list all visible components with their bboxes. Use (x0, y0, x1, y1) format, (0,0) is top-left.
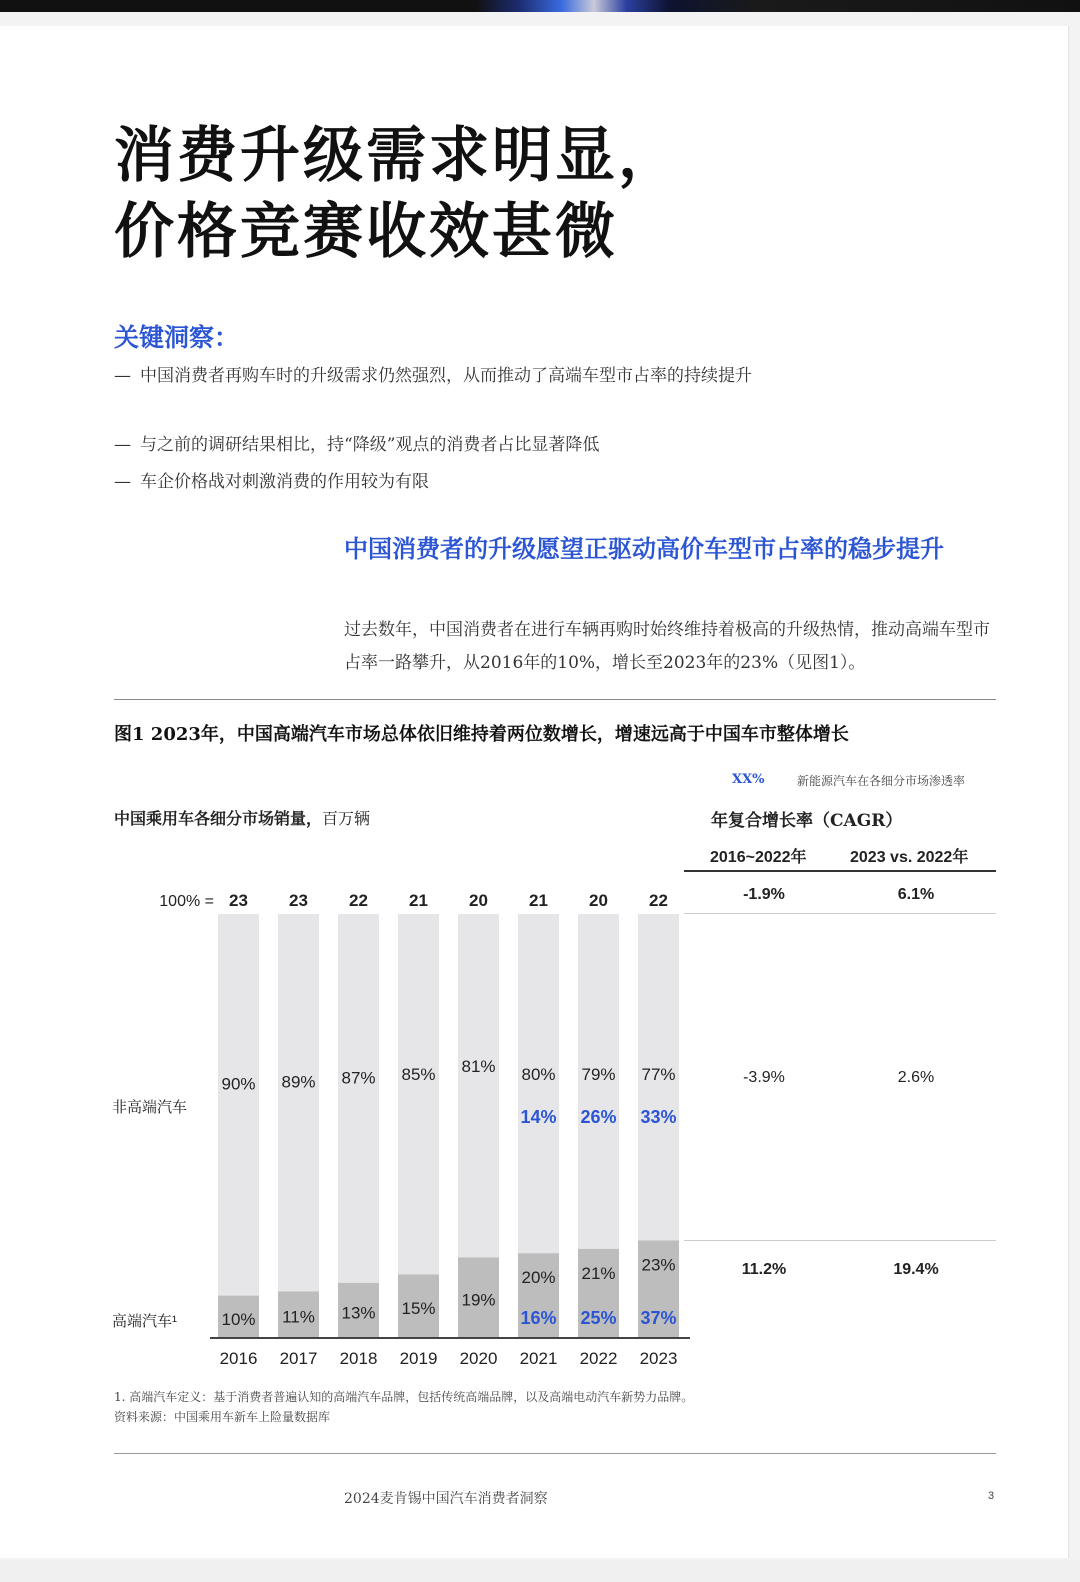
legend-nev-swatch: XX% (732, 772, 765, 787)
value-label-premium: 23% (641, 1255, 676, 1275)
category-label: 2018 (339, 1349, 378, 1368)
bar-segment-nonpremium (278, 914, 319, 1291)
stacked-bar-chart (0, 880, 700, 1380)
value-label-premium: 21% (581, 1263, 616, 1283)
nev-label-nonpremium: 14% (520, 1107, 557, 1127)
cagr-row-rule (684, 913, 996, 914)
category-label: 2019 (399, 1349, 438, 1368)
cagr-header-rule (684, 870, 996, 872)
cagr-row-rule (684, 1240, 996, 1241)
footer-text: 2024麦肯锡中国汽车消费者洞察 (344, 1491, 548, 1507)
bar-segment-nonpremium (338, 914, 379, 1283)
title-line-1: 消费升级需求明显， (114, 121, 681, 191)
total-label: 23 (289, 891, 308, 910)
insight-text: 车企价格战对刺激消费的作用较为有限 (140, 472, 429, 492)
series-label-premium: 高端汽车¹ (112, 1313, 177, 1330)
bullet-dash: — (114, 472, 131, 492)
cagr-nonpremium-2023: 2.6% (897, 1069, 935, 1086)
page-number: 3 (988, 1490, 995, 1502)
title-line-2: 价格竞赛收效甚微 (114, 197, 618, 267)
value-label-nonpremium: 81% (461, 1056, 496, 1076)
cagr-column-header: 2023 vs. 2022年 (850, 849, 969, 866)
value-label-nonpremium: 80% (521, 1065, 556, 1084)
nev-label-nonpremium: 26% (580, 1107, 617, 1127)
cagr-total-2016-2022: -1.9% (743, 886, 785, 903)
bullet-dash: — (114, 366, 131, 386)
value-label-premium: 15% (401, 1299, 436, 1319)
cagr-premium-2023: 19.4% (893, 1261, 939, 1278)
category-label: 2021 (519, 1349, 558, 1368)
total-label: 22 (349, 891, 368, 910)
total-label: 22 (649, 891, 668, 910)
total-prefix-label: 100% = (159, 893, 214, 910)
chart-subtitle-unit: 百万辆 (322, 809, 371, 828)
section-paragraph: 过去数年，中国消费者在进行车辆再购时始终维持着极高的升级热情，推动高端车型市占率一路攀升，从2016年的10%，增长至2023年的23%（见图1）。 (344, 620, 990, 673)
value-label-nonpremium: 89% (281, 1072, 316, 1092)
category-label: 2020 (459, 1349, 498, 1368)
bar-segment-nonpremium (218, 914, 259, 1296)
bullet-dash: — (114, 435, 131, 455)
insight-item (114, 429, 814, 461)
insight-item (114, 360, 814, 392)
value-label-nonpremium: 87% (341, 1068, 376, 1088)
footnote-1: 1. 高端汽车定义：基于消费者普遍认知的高端汽车品牌，包括传统高端品牌，以及高端电动汽车新势力品牌。 (114, 1390, 694, 1404)
cagr-nonpremium-2016-2022: -3.9% (743, 1069, 785, 1086)
value-label-premium: 20% (521, 1268, 556, 1288)
value-label-premium: 13% (341, 1303, 376, 1323)
divider (114, 699, 996, 700)
total-label: 21 (529, 891, 548, 910)
value-label-premium: 10% (221, 1309, 256, 1329)
legend-nev-label: 新能源汽车在各细分市场渗透率 (797, 774, 966, 788)
section-heading: 中国消费者的升级愿望正驱动高价车型市占率的稳步提升 (344, 534, 944, 563)
value-label-premium: 19% (461, 1290, 496, 1310)
value-label-premium: 11% (282, 1307, 315, 1327)
bottom-strip (0, 1560, 1080, 1582)
total-label: 21 (409, 891, 428, 910)
cagr-column-header: 2016~2022年 (710, 849, 807, 866)
bar-segment-nonpremium (398, 914, 439, 1274)
cagr-heading: 年复合增长率（CAGR） (711, 811, 903, 831)
total-label: 23 (229, 891, 248, 910)
insights-heading: 关键洞察： (114, 323, 240, 352)
insight-item (114, 466, 814, 498)
nev-label-nonpremium: 33% (640, 1107, 677, 1127)
footer-divider (114, 1453, 996, 1454)
series-label-nonpremium: 非高端汽车 (112, 1099, 188, 1116)
total-label: 20 (589, 891, 608, 910)
figure-title: 图1 2023年，中国高端汽车市场总体依旧维持着两位数增长，增速远高于中国车市整体增长 (114, 724, 849, 745)
value-label-nonpremium: 79% (581, 1065, 616, 1084)
category-label: 2022 (579, 1349, 618, 1368)
category-label: 2023 (639, 1349, 678, 1368)
page-title (114, 118, 914, 270)
cagr-total-2023: 6.1% (897, 886, 935, 903)
bar-segment-nonpremium (458, 914, 499, 1257)
value-label-nonpremium: 90% (221, 1074, 256, 1094)
insight-text: 与之前的调研结果相比，持“降级”观点的消费者占比显著降低 (140, 435, 600, 455)
cagr-premium-2016-2022: 11.2% (741, 1261, 787, 1278)
top-banner-image (0, 0, 1080, 12)
value-label-nonpremium: 77% (641, 1065, 676, 1084)
category-label: 2017 (279, 1349, 318, 1368)
footnote-source: 资料来源：中国乘用车新车上险量数据库 (114, 1410, 331, 1424)
nev-label-premium: 25% (580, 1308, 617, 1328)
nev-label-premium: 16% (520, 1308, 557, 1328)
chart-subtitle-main: 中国乘用车各细分市场销量， (114, 809, 323, 828)
category-label: 2016 (219, 1349, 258, 1368)
value-label-nonpremium: 85% (401, 1064, 436, 1084)
chart-subtitle (114, 806, 370, 829)
nev-label-premium: 37% (640, 1308, 677, 1328)
total-label: 20 (469, 891, 488, 910)
insight-text: 中国消费者再购车时的升级需求仍然强烈，从而推动了高端车型市占率的持续提升 (140, 366, 752, 386)
